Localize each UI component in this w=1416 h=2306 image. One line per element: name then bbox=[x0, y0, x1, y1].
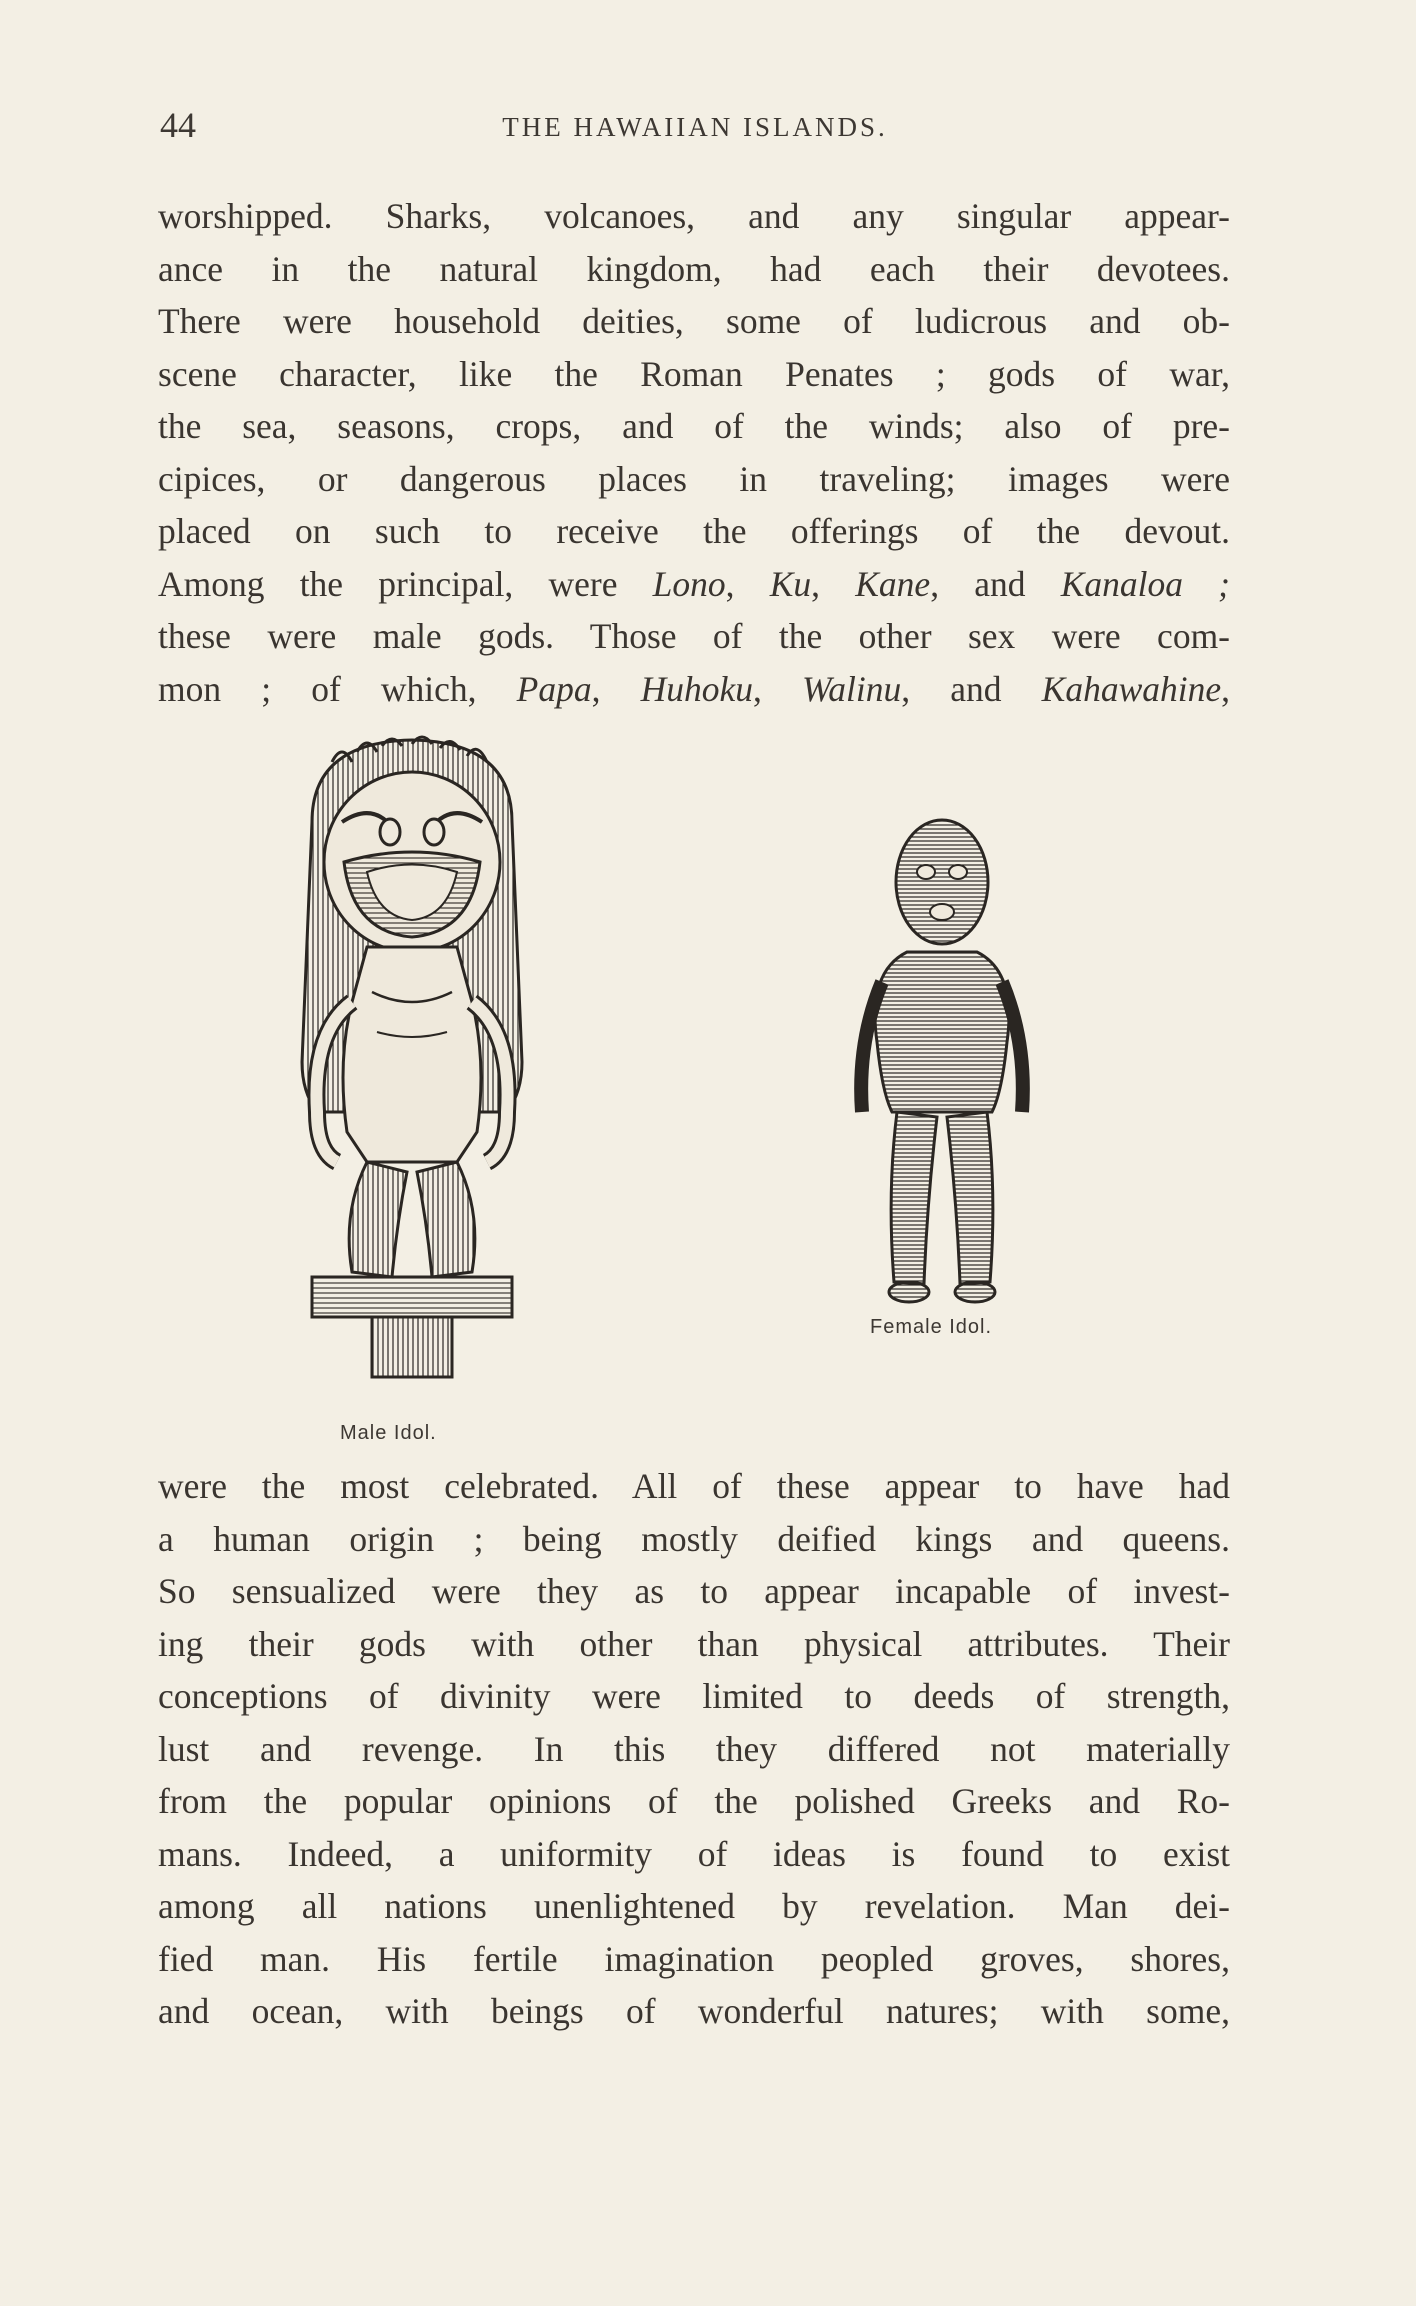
text-line: the sea, seasons, crops, and of the winds; also of pre- bbox=[158, 406, 1230, 446]
text-line: from the popular opinions of the polished Greeks and Ro- bbox=[158, 1781, 1230, 1821]
text-line: these were male gods. Those of the other sex were com- bbox=[158, 616, 1230, 656]
text-line: fied man. His fertile imagination peopled groves, shores, bbox=[158, 1938, 1230, 1979]
female-idol-illustration bbox=[832, 812, 1052, 1312]
male-idol-illustration bbox=[272, 732, 552, 1392]
text-line: a human origin ; being mostly deified kings and queens. bbox=[158, 1518, 1230, 1559]
text-line: and ocean, with beings of wonderful natures; with some, bbox=[158, 1991, 1230, 2031]
text-line: mon ; of which, Papa, Huhoku, Walinu, and Kahawahine, bbox=[158, 668, 1231, 709]
text-line: cipices, or dangerous places in traveling; images were bbox=[158, 458, 1230, 499]
text-line: worshipped. Sharks, volcanoes, and any singular appear- bbox=[158, 196, 1230, 236]
text-line: Among the principal, were Lono, Ku, Kane, and Kanaloa ; bbox=[158, 563, 1231, 604]
text-line: were the most celebrated. All of these appear to have had bbox=[158, 1466, 1230, 1506]
text-line: lust and revenge. In this they differed not materially bbox=[158, 1728, 1230, 1769]
text-line: scene character, like the Roman Penates ; gods of war, bbox=[158, 353, 1230, 394]
text-line: So sensualized were they as to appear incapable of invest- bbox=[158, 1571, 1230, 1611]
text-line: ance in the natural kingdom, had each their devotees. bbox=[158, 248, 1230, 289]
female-idol-caption: Female Idol. bbox=[870, 1316, 993, 1338]
male-idol-caption: Male Idol. bbox=[340, 1422, 437, 1444]
text-line: among all nations unenlightened by revelation. Man dei- bbox=[158, 1886, 1230, 1926]
page-header bbox=[160, 104, 1230, 154]
text-line: ing their gods with other than physical attributes. Their bbox=[158, 1623, 1230, 1664]
page-number: 44 bbox=[160, 105, 196, 145]
paragraph-bottom bbox=[158, 1460, 1230, 2038]
text-line: placed on such to receive the offerings of the devout. bbox=[158, 511, 1230, 551]
text-line: There were household deities, some of ludicrous and ob- bbox=[158, 301, 1230, 341]
text-line: conceptions of divinity were limited to deeds of strength, bbox=[158, 1676, 1230, 1716]
text-line: mans. Indeed, a uniformity of ideas is found to exist bbox=[158, 1833, 1230, 1874]
paragraph-top bbox=[158, 190, 1230, 715]
running-title: THE HAWAIIAN ISLANDS. bbox=[502, 112, 888, 142]
